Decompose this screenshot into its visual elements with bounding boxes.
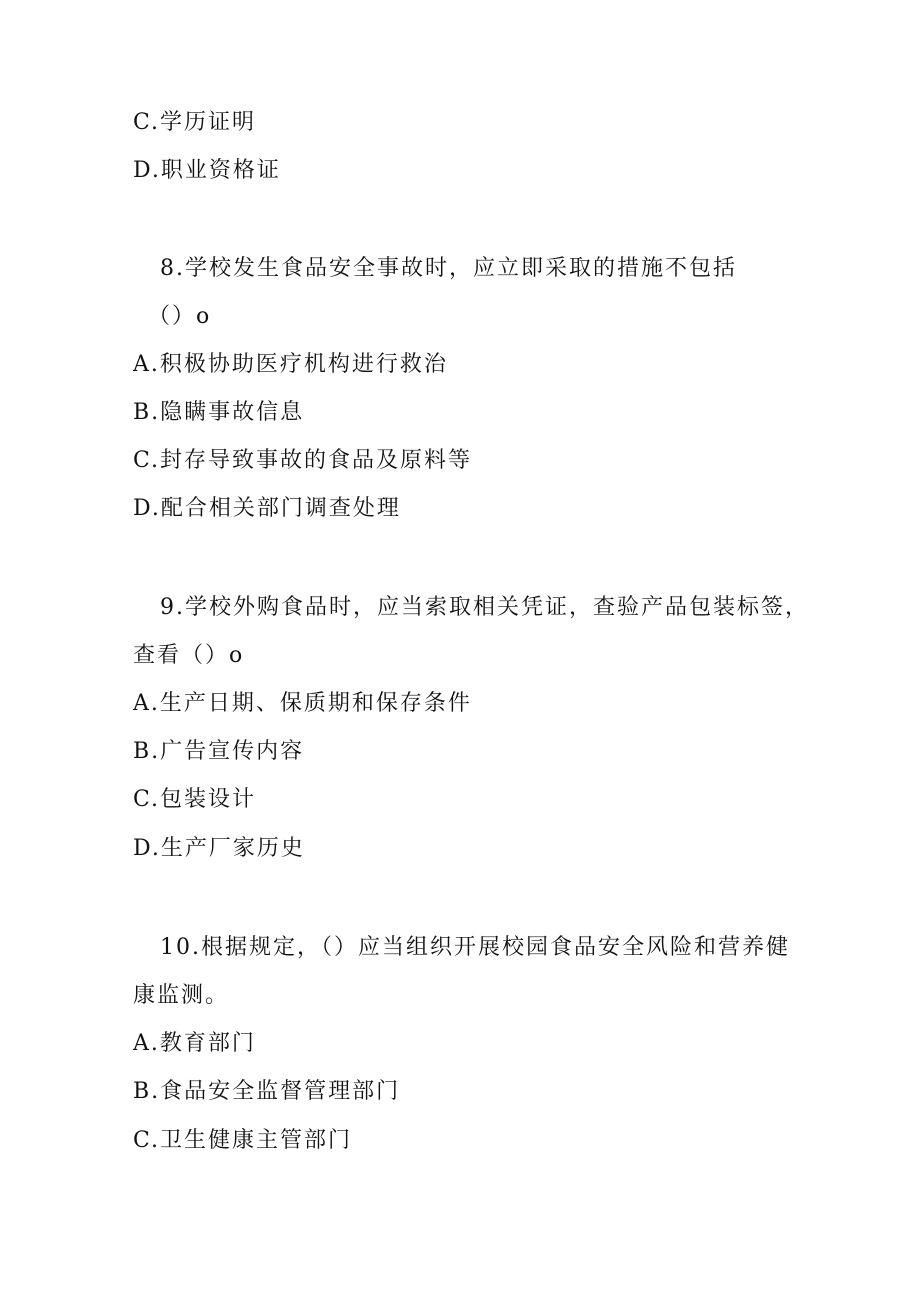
q9-option-d: D.生产厂家历史 (133, 836, 305, 861)
q10-option-a: A.教育部门 (133, 1031, 256, 1056)
q10-option-b: B.食品安全监督管理部门 (133, 1079, 401, 1104)
q8-stem-line-1: 8.学校发生食品安全事故时，应立即采取的措施不包括 (160, 256, 737, 281)
q9-stem-line-2: 查看（）o (133, 643, 245, 668)
q8-option-d: D.配合相关部门调查处理 (133, 496, 401, 521)
q8-option-b: B.隐瞒事故信息 (133, 400, 305, 425)
q7-option-d: D.职业资格证 (133, 158, 281, 183)
q8-option-c: C.封存导致事故的食品及原料等 (133, 448, 473, 473)
q9-option-a: A.生产日期、保质期和保存条件 (133, 691, 472, 716)
q9-option-c: C.包装设计 (133, 787, 257, 812)
q10-stem-line-1: 10.根据规定，（）应当组织开展校园食品安全风险和营养健 (160, 935, 790, 960)
q8-option-a: A.积极协助医疗机构进行救治 (133, 352, 448, 377)
q10-option-c: C.卫生健康主管部门 (133, 1128, 353, 1153)
q10-stem-line-2: 康监测。 (133, 983, 230, 1008)
q9-option-b: B.广告宣传内容 (133, 739, 305, 764)
q8-stem-line-2: （）o (148, 304, 212, 329)
q9-stem-line-1: 9.学校外购食品时，应当索取相关凭证，查验产品包装标签， (160, 595, 809, 620)
q7-option-c: C.学历证明 (133, 110, 257, 135)
